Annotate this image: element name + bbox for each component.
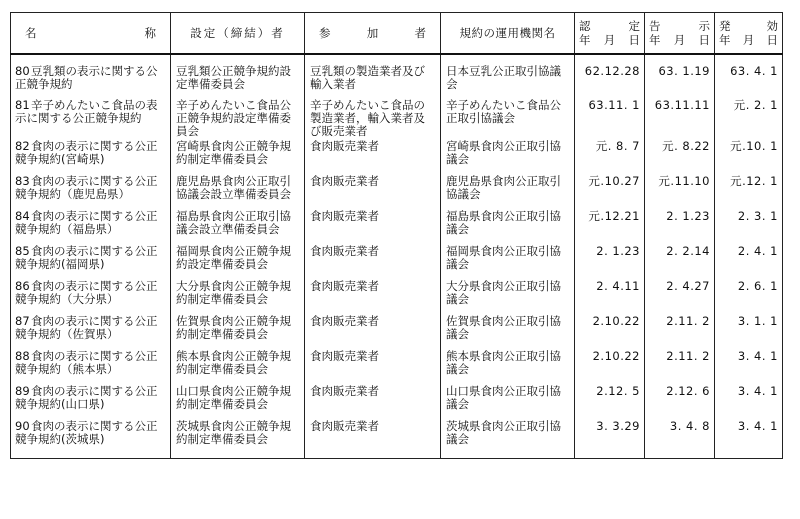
header-participants [305,13,441,55]
participants-text: 食肉販売業者 [310,279,379,293]
cell-operator [441,243,575,278]
table-row [11,97,783,138]
operator-text: 鹿児島県食肉公正取引協議会 [446,174,561,201]
participants-text: 辛子めんたいこ食品の製造業者，輸入業者及び販売業者 [310,98,425,138]
cell-notified [645,278,715,313]
cell-approved [575,208,645,243]
cell-name [11,313,171,348]
cell-participants [305,54,441,97]
cell-approved [575,348,645,383]
notified-date: 3. 4. 8 [669,419,710,433]
cell-notified [645,243,715,278]
table-row [11,138,783,173]
operator-text: 福岡県食肉公正取引協議会 [446,244,561,271]
header-part: 効 [766,19,778,33]
row-number: 81 [15,98,30,112]
regulation-name: 食肉の表示に関する公正競争規約（佐賀県） [15,314,158,341]
regulations-table [10,12,783,459]
setter-text: 茨城県食肉公正競争規約制定準備委員会 [176,419,291,446]
operator-text: 山口県食肉公正取引協議会 [446,384,561,411]
setter-text: 豆乳類公正競争規約設定準備委員会 [176,64,291,91]
cell-setter [171,313,305,348]
header-part: 年 [649,33,661,47]
table-row [11,383,783,418]
cell-setter [171,173,305,208]
table-row [11,243,783,278]
cell-approved [575,173,645,208]
header-name-part: 称 [144,25,156,40]
notified-date: 2. 1.23 [666,209,710,223]
approved-date: 63.11. 1 [588,98,640,112]
cell-effective [715,208,783,243]
cell-participants [305,348,441,383]
cell-operator [441,383,575,418]
cell-notified [645,208,715,243]
header-part: 日 [628,33,640,47]
cell-notified [645,97,715,138]
row-number: 85 [15,244,30,258]
participants-text: 食肉販売業者 [310,174,379,188]
effective-date: 元.10. 1 [730,139,778,153]
cell-operator [441,173,575,208]
cell-approved [575,418,645,459]
regulation-name: 食肉の表示に関する公正競争規約(福岡県) [15,244,158,271]
header-name [11,13,171,55]
cell-participants [305,138,441,173]
row-number: 90 [15,419,30,433]
setter-text: 大分県食肉公正競争規約制定準備委員会 [176,279,291,306]
effective-date: 3. 4. 1 [737,349,778,363]
header-part: 告 [649,19,661,33]
participants-text: 食肉販売業者 [310,419,379,433]
operator-text: 熊本県食肉公正取引協議会 [446,349,561,376]
table-body [11,54,783,459]
cell-participants [305,313,441,348]
cell-notified [645,418,715,459]
cell-name [11,348,171,383]
cell-approved [575,97,645,138]
effective-date: 元.12. 1 [730,174,778,188]
setter-text: 佐賀県食肉公正競争規約制定準備委員会 [176,314,291,341]
setter-text: 辛子めんたいこ食品公正競争規約設定準備委員会 [176,98,291,138]
regulation-name: 辛子めんたいこ食品の表示に関する公正競争規約 [15,98,158,125]
header-part: 月 [673,33,686,47]
cell-effective [715,173,783,208]
regulation-name: 食肉の表示に関する公正競争規約(茨城県) [15,419,158,446]
table-row [11,208,783,243]
header-part: 日 [698,33,710,47]
cell-setter [171,97,305,138]
operator-text: 大分県食肉公正取引協議会 [446,279,561,306]
cell-name [11,278,171,313]
setter-text: 鹿児島県食肉公正取引協議会設立準備委員会 [176,174,291,201]
notified-date: 元.11.10 [658,174,710,188]
cell-effective [715,418,783,459]
cell-name [11,383,171,418]
participants-text: 豆乳類の製造業者及び輸入業者 [310,64,425,91]
regulation-name: 食肉の表示に関する公正競争規約(山口県) [15,384,158,411]
notified-date: 2.11. 2 [666,349,710,363]
header-part: 月 [603,33,616,47]
cell-name [11,208,171,243]
cell-approved [575,313,645,348]
cell-setter [171,208,305,243]
participants-text: 食肉販売業者 [310,314,379,328]
table-row [11,418,783,459]
regulation-name: 食肉の表示に関する公正競争規約（福島県） [15,209,158,236]
approved-date: 元. 8. 7 [595,139,640,153]
cell-setter [171,54,305,97]
cell-operator [441,208,575,243]
participants-text: 食肉販売業者 [310,209,379,223]
cell-name [11,243,171,278]
header-part: 月 [742,33,755,47]
cell-setter [171,243,305,278]
table-row [11,173,783,208]
cell-operator [441,278,575,313]
cell-participants [305,278,441,313]
participants-text: 食肉販売業者 [310,139,379,153]
cell-setter [171,383,305,418]
header-setter [171,13,305,55]
approved-date: 2.10.22 [592,349,640,363]
table-row [11,348,783,383]
cell-approved [575,243,645,278]
cell-operator [441,418,575,459]
cell-participants [305,418,441,459]
table-row [11,313,783,348]
header-part: 認 [579,19,591,33]
setter-text: 熊本県食肉公正競争規約制定準備委員会 [176,349,291,376]
operator-text: 福島県食肉公正取引協議会 [446,209,561,236]
cell-name [11,173,171,208]
header-effective [715,13,783,55]
cell-operator [441,97,575,138]
effective-date: 2. 3. 1 [737,209,778,223]
row-number: 86 [15,279,30,293]
approved-date: 2.12. 5 [596,384,640,398]
setter-text: 福岡県食肉公正競争規約設定準備委員会 [176,244,291,271]
cell-effective [715,278,783,313]
table-row [11,278,783,313]
header-part: 者 [414,25,426,40]
effective-date: 2. 4. 1 [737,244,778,258]
regulation-name: 食肉の表示に関する公正競争規約（熊本県） [15,349,158,376]
header-operator [441,13,575,55]
approved-date: 2.10.22 [592,314,640,328]
cell-participants [305,208,441,243]
approved-date: 元.10.27 [588,174,640,188]
cell-effective [715,348,783,383]
cell-effective [715,383,783,418]
header-operator-label: 規約の運用機関名 [459,25,556,40]
participants-text: 食肉販売業者 [310,244,379,258]
operator-text: 日本豆乳公正取引協議会 [446,64,561,91]
header-setter-label: 設定（締結）者 [190,25,285,40]
row-number: 84 [15,209,30,223]
cell-name [11,54,171,97]
cell-setter [171,348,305,383]
regulation-name: 豆乳類の表示に関する公正競争規約 [15,64,158,91]
header-part: 示 [698,19,710,33]
header-part: 参 [319,25,331,40]
cell-name [11,138,171,173]
cell-participants [305,97,441,138]
operator-text: 佐賀県食肉公正取引協議会 [446,314,561,341]
cell-name [11,418,171,459]
cell-operator [441,138,575,173]
regulation-name: 食肉の表示に関する公正競争規約（鹿児島県） [15,174,158,201]
setter-text: 福島県食肉公正取引協議会設立準備委員会 [176,209,291,236]
cell-participants [305,173,441,208]
setter-text: 宮崎県食肉公正競争規約制定準備委員会 [176,139,291,166]
cell-participants [305,383,441,418]
header-part: 年 [579,33,591,47]
operator-text: 辛子めんたいこ食品公正取引協議会 [446,98,561,125]
participants-text: 食肉販売業者 [310,349,379,363]
cell-participants [305,243,441,278]
effective-date: 3. 1. 1 [737,314,778,328]
approved-date: 元.12.21 [588,209,640,223]
regulation-name: 食肉の表示に関する公正競争規約(宮崎県) [15,139,158,166]
approved-date: 2. 4.11 [596,279,640,293]
cell-operator [441,313,575,348]
cell-effective [715,243,783,278]
row-number: 82 [15,139,30,153]
table-row [11,54,783,97]
operator-text: 茨城県食肉公正取引協議会 [446,419,561,446]
effective-date: 元. 2. 1 [733,98,778,112]
header-part: 加 [366,25,379,40]
cell-notified [645,348,715,383]
approved-date: 2. 1.23 [596,244,640,258]
row-number: 83 [15,174,30,188]
cell-effective [715,97,783,138]
cell-notified [645,138,715,173]
effective-date: 2. 6. 1 [737,279,778,293]
cell-effective [715,313,783,348]
notified-date: 2. 4.27 [666,279,710,293]
header-name-part: 名 [25,25,37,40]
cell-notified [645,173,715,208]
header-part: 日 [766,33,778,47]
regulation-name: 食肉の表示に関する公正競争規約（大分県） [15,279,158,306]
header-part: 定 [628,19,640,33]
header-approved [575,13,645,55]
notified-date: 元. 8.22 [662,139,710,153]
cell-setter [171,138,305,173]
header-row [11,13,783,55]
cell-notified [645,54,715,97]
header-part: 発 [719,19,731,33]
cell-notified [645,313,715,348]
row-number: 87 [15,314,30,328]
notified-date: 2.12. 6 [666,384,710,398]
setter-text: 山口県食肉公正競争規約制定準備委員会 [176,384,291,411]
row-number: 80 [15,64,30,78]
notified-date: 2.11. 2 [666,314,710,328]
cell-setter [171,278,305,313]
cell-effective [715,138,783,173]
cell-operator [441,348,575,383]
operator-text: 宮崎県食肉公正取引協議会 [446,139,561,166]
header-notified [645,13,715,55]
header-part: 年 [719,33,731,47]
effective-date: 3. 4. 1 [737,419,778,433]
cell-notified [645,383,715,418]
participants-text: 食肉販売業者 [310,384,379,398]
cell-name [11,97,171,138]
cell-approved [575,138,645,173]
cell-approved [575,278,645,313]
cell-approved [575,383,645,418]
cell-setter [171,418,305,459]
row-number: 88 [15,349,30,363]
row-number: 89 [15,384,30,398]
approved-date: 3. 3.29 [596,419,640,433]
approved-date: 62.12.28 [584,64,640,78]
effective-date: 63. 4. 1 [730,64,778,78]
cell-operator [441,54,575,97]
notified-date: 63.11.11 [654,98,710,112]
notified-date: 2. 2.14 [666,244,710,258]
cell-approved [575,54,645,97]
cell-effective [715,54,783,97]
notified-date: 63. 1.19 [658,64,710,78]
effective-date: 3. 4. 1 [737,384,778,398]
